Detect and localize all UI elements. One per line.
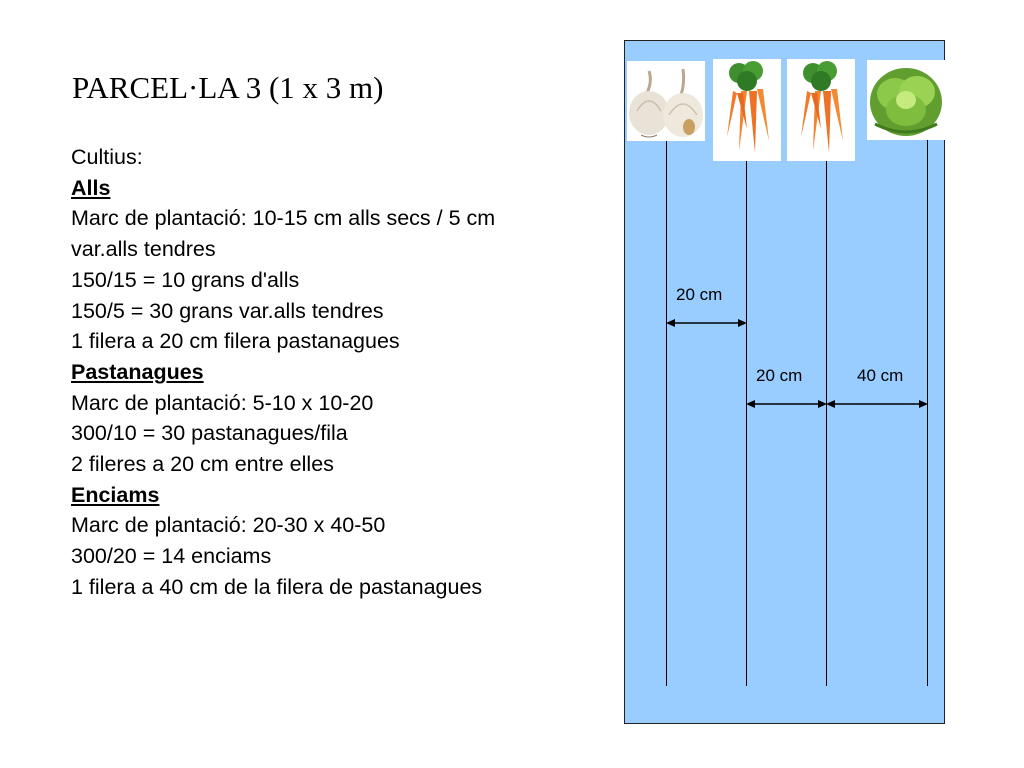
lettuce-row-line — [927, 139, 928, 686]
dimension-label-carrot-lettuce: 40 cm — [857, 366, 904, 385]
crops-label: Cultius: — [71, 145, 143, 169]
carrot-spacing: Marc de plantació: 5-10 x 10-20 — [71, 390, 374, 415]
lettuce-calc: 300/20 = 14 enciams — [71, 544, 272, 569]
carrot-icon — [787, 59, 855, 161]
garlic-calc-dry: 150/15 = 10 grans d'alls — [71, 267, 300, 292]
crop-notes — [71, 142, 551, 603]
section-heading-garlic: Alls — [71, 175, 111, 200]
lettuce-row-note: 1 filera a 40 cm de la filera de pastanagues — [71, 574, 483, 599]
garlic-spacing: Marc de plantació: 10-15 cm alls secs / 5 cm var.alls tendres — [71, 206, 496, 262]
dimension-arrow-carrot-lettuce — [826, 398, 929, 410]
section-heading-carrots: Pastanagues — [71, 359, 204, 384]
carrot-calc: 300/10 = 30 pastanagues/fila — [71, 421, 348, 446]
carrot-row-line-2 — [826, 161, 827, 686]
garlic-row-line — [666, 141, 667, 686]
dimension-label-garlic-carrot: 20 cm — [676, 285, 723, 304]
dimension-arrow-carrot-carrot — [746, 398, 828, 410]
page-title: PARCEL·LA 3 (1 x 3 m) — [72, 70, 384, 105]
carrot-row-note: 2 fileres a 20 cm entre elles — [71, 452, 334, 477]
lettuce-spacing: Marc de plantació: 20-30 x 40-50 — [71, 513, 386, 538]
garlic-row-note: 1 filera a 20 cm filera pastanagues — [71, 329, 400, 354]
section-heading-lettuce: Enciams — [71, 482, 160, 507]
carrot-row-line-1 — [746, 161, 747, 686]
plot-diagram — [624, 40, 945, 724]
dimension-arrow-garlic-carrot — [666, 317, 748, 329]
carrot-icon — [713, 59, 781, 161]
lettuce-icon — [867, 60, 945, 140]
garlic-calc-tender: 150/5 = 30 grans var.alls tendres — [71, 298, 384, 323]
dimension-label-carrot-carrot: 20 cm — [756, 366, 803, 385]
garlic-icon — [627, 61, 705, 141]
